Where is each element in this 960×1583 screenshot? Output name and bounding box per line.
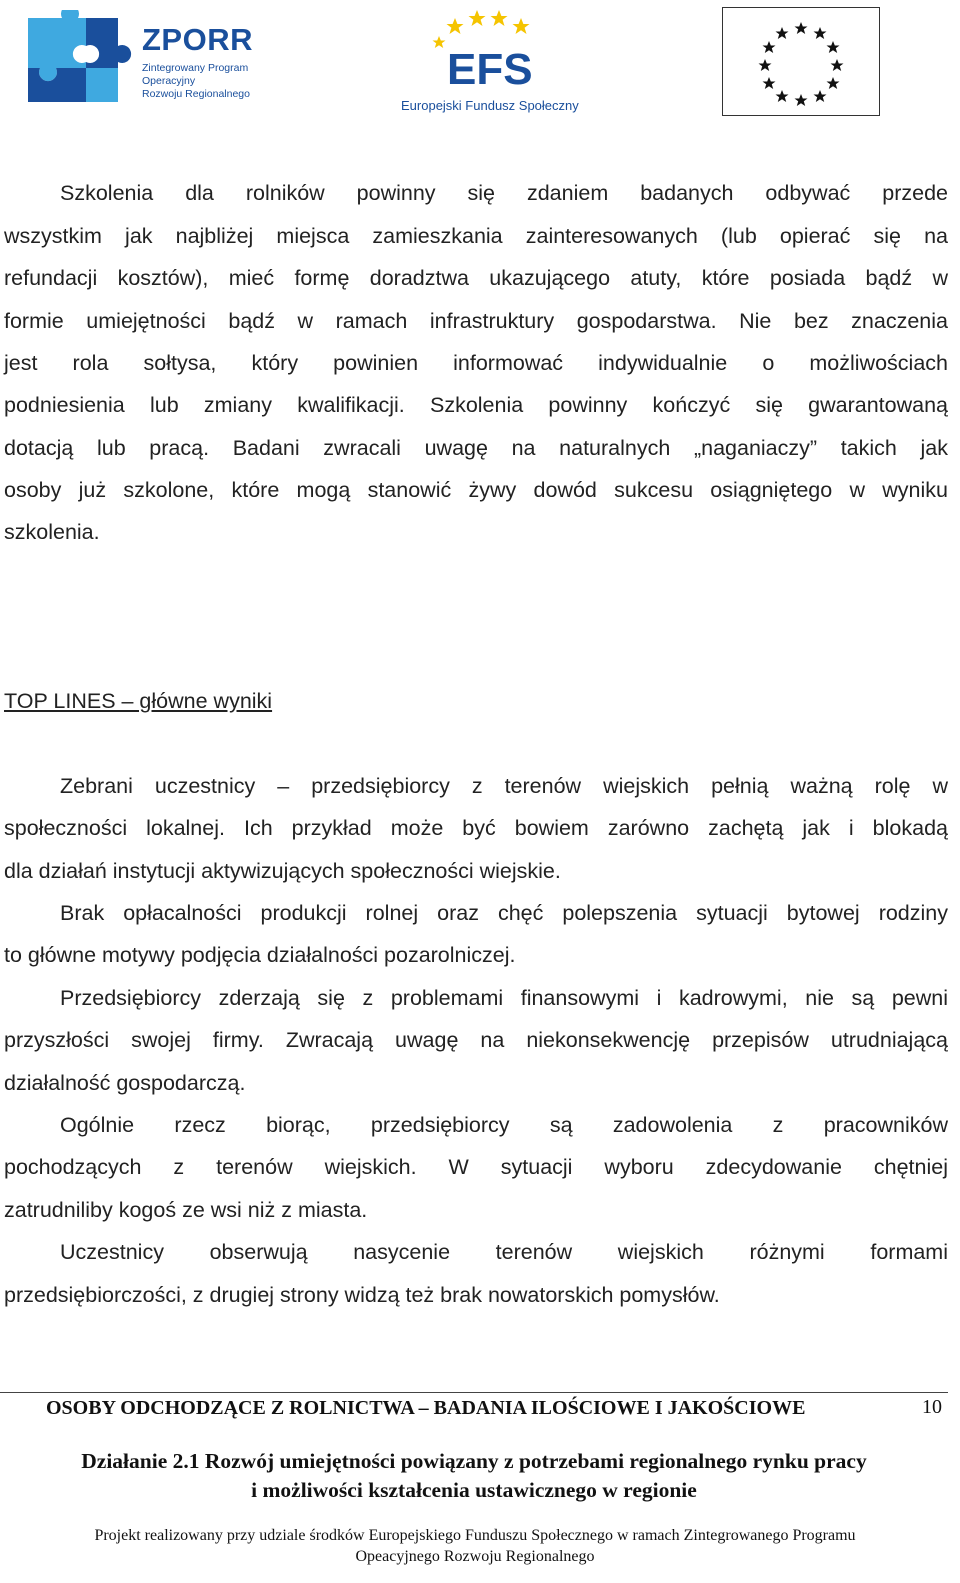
text-line: formie umiejętności bądź w ramach infrastruktury gospodarstwa. Nie bez znaczenia xyxy=(4,309,948,333)
svg-text:EFS: EFS xyxy=(447,45,533,94)
text-line: Zebrani uczestnicy – przedsiębiorcy z terenów wiejskich pełnią ważną rolę w xyxy=(60,774,948,798)
text-line: zatrudniliby kogoś ze wsi niż z miasta. xyxy=(4,1198,368,1222)
text-line: podniesienia lub zmiany kwalifikacji. Szkolenia powinny kończyć się gwarantowaną xyxy=(4,393,948,417)
text-line: Uczestnicy obserwują nasycenie terenów wiejskich różnymi formami xyxy=(60,1240,948,1264)
text-line: Brak opłacalności produkcji rolnej oraz chęć polepszenia sytuacji bytowej rodziny xyxy=(60,901,948,925)
zporr-logo xyxy=(24,10,264,110)
text-line: pochodzących z terenów wiejskich. W sytuacji wyboru zdecydowanie chętniej xyxy=(4,1155,948,1179)
text-line: refundacji kosztów), mieć formę doradztwa ukazującego atuty, które posiada bądź w xyxy=(4,266,948,290)
text-line: Szkolenia dla rolników powinny się zdaniem badanych odbywać przede xyxy=(60,181,948,205)
text-line: przyszłości swojej firmy. Zwracają uwagę na niekonsekwencję przepisów utrudniającą xyxy=(4,1028,948,1052)
logo-bar xyxy=(0,0,960,130)
eu-stars-icon xyxy=(723,8,879,115)
footer-title: OSOBY ODCHODZĄCE Z ROLNICTWA – BADANIA ILOŚCIOWE I JAKOŚCIOWE xyxy=(46,1397,806,1419)
text-line: osoby już szkolone, które mogą stanowić żywy dowód sukcesu osiągniętego w wyniku xyxy=(4,478,948,502)
footer-project-line: Opeacyjnego Rozwoju Regionalnego xyxy=(355,1548,595,1565)
footer-action-line: i możliwości kształcenia ustawicznego w regionie xyxy=(251,1478,697,1502)
section-heading: TOP LINES – główne wyniki xyxy=(4,689,273,713)
text-line: Ogólnie rzecz biorąc, przedsiębiorcy są zadowolenia z pracowników xyxy=(60,1113,948,1137)
footer-divider xyxy=(0,1392,948,1393)
text-line: dotacją lub pracą. Badani zwracali uwagę na naturalnych „naganiaczy” takich jak xyxy=(4,436,948,460)
text-line: wszystkim jak najbliżej miejsca zamieszkania zainteresowanych (lub opierać się na xyxy=(4,224,948,248)
footer-project-line: Projekt realizowany przy udziale środków Europejskiego Funduszu Społecznego w ramach Zintegrowanego Programu xyxy=(94,1527,856,1544)
efs-stars-icon xyxy=(395,4,595,96)
text-line: działalność gospodarczą. xyxy=(4,1071,246,1095)
text-line: to główne motywy podjęcia działalności pozarolniczej. xyxy=(4,943,516,967)
efs-logo xyxy=(395,4,595,119)
text-line: społeczności lokalnej. Ich przykład może być bowiem zarówno zachętą jak i blokadą xyxy=(4,816,948,840)
zporr-subtitle: Zintegrowany Program Operacyjny Rozwoju Regionalnego xyxy=(142,62,250,100)
text-line: Przedsiębiorcy zderzają się z problemami finansowymi i kadrowymi, nie są pewni xyxy=(60,986,948,1010)
efs-caption: Europejski Fundusz Społeczny xyxy=(401,98,579,113)
text-line: dla działań instytucji aktywizujących społeczności wiejskie. xyxy=(4,859,561,883)
text-line: jest rola sołtysa, który powinien informować indywidualnie o możliwościach xyxy=(4,351,948,375)
text-line: przedsiębiorczości, z drugiej strony widzą też brak nowatorskich pomysłów. xyxy=(4,1283,720,1307)
page-number: 10 xyxy=(922,1396,942,1418)
puzzle-icon xyxy=(24,10,134,110)
text-line: szkolenia. xyxy=(4,520,100,544)
eu-flag xyxy=(722,7,880,116)
footer-action-line: Działanie 2.1 Rozwój umiejętności powiązany z potrzebami regionalnego rynku pracy xyxy=(81,1449,867,1473)
zporr-name: ZPORR xyxy=(142,22,253,57)
